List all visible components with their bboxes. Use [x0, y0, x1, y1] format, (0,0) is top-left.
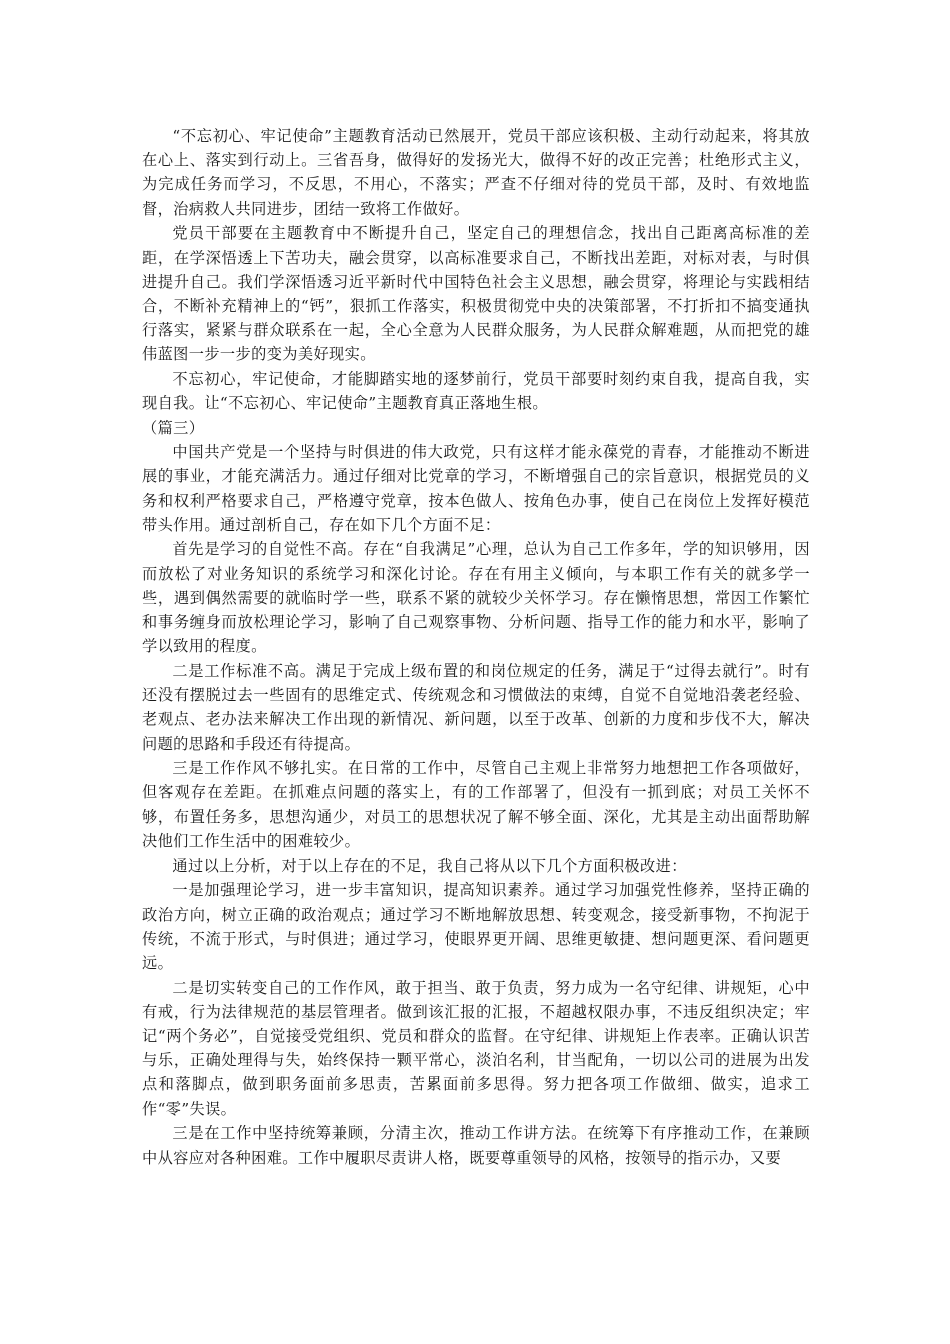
- body-paragraph: 党员干部要在主题教育中不断提升自己，坚定自己的理想信念，找出自己距离高标准的差距，在学深悟透上下苦功夫，融会贯穿，以高标准要求自己，不断找出差距，对标对表，与时俱进提升自己。我们学深悟透习近平新时代中国特色社会主义思想，融会贯穿，将理论与实践相结合，不断补充精神上的“钙”，狠抓工作落实，积极贯彻党中央的决策部署，不打折扣不搞变通执行落实，紧紧与群众联系在一起，全心全意为人民群众服务，为人民群众解难题，从而把党的雄伟蓝图一步一步的变为美好现实。: [142, 224, 810, 364]
- body-paragraph: 二是工作标准不高。满足于完成上级布置的和岗位规定的任务，满足于“过得去就行”。时有还没有摆脱过去一些固有的思维定式、传统观念和习惯做法的束缚，自觉不自觉地沿袭老经验、老观点、老办法来解决工作出现的新情况、新问题，以至于改革、创新的力度和步伐不大，解决问题的思路和手段还有待提高。: [142, 661, 810, 753]
- body-paragraph: 中国共产党是一个坚持与时俱进的伟大政党，只有这样才能永葆党的青春，才能推动不断进展的事业，才能充满活力。通过仔细对比党章的学习，不断增强自己的宗旨意识，根据党员的义务和权利严格要求自己，严格遵守党章，按本色做人、按角色办事，使自己在岗位上发挥好模范带头作用。通过剖析自己，存在如下几个方面不足：: [142, 443, 810, 534]
- section-heading: （篇三）: [142, 418, 205, 437]
- body-paragraph: 三是在工作中坚持统筹兼顾，分清主次，推动工作讲方法。在统筹下有序推动工作，在兼顾中从容应对各种困难。工作中履职尽责讲人格，既要尊重领导的风格，按领导的指示办，又要: [142, 1124, 810, 1167]
- body-paragraph: 不忘初心，牢记使命，才能脚踏实地的逐梦前行，党员干部要时刻约束自我，提高自我，实现自我。让“不忘初心、牢记使命”主题教育真正落地生根。: [142, 370, 810, 413]
- body-paragraph: 一是加强理论学习，进一步丰富知识，提高知识素养。通过学习加强党性修养，坚持正确的政治方向，树立正确的政治观点；通过学习不断地解放思想、转变观念，接受新事物，不拘泥于传统，不流于形式，与时俱进；通过学习，使眼界更开阔、思维更敏捷、想问题更深、看问题更远。: [142, 881, 810, 972]
- document-page: [142, 124, 810, 1170]
- body-paragraph: 二是切实转变自己的工作作风，敢于担当、敢于负责，努力成为一名守纪律、讲规矩，心中有戒，行为法律规范的基层管理者。做到该汇报的汇报，不超越权限办事，不违反组织决定；牢记“两个务必”，自觉接受党组织、党员和群众的监督。在守纪律、讲规矩上作表率。正确认识苦与乐，正确处理得与失，始终保持一颗平常心，淡泊名利，甘当配角，一切以公司的进展为出发点和落脚点，做到职务面前多思责，苦累面前多思得。努力把各项工作做细、做实，追求工作“零”失误。: [142, 978, 810, 1118]
- body-paragraph: 三是工作作风不够扎实。在日常的工作中，尽管自己主观上非常努力地想把工作各项做好，但客观存在差距。在抓难点问题的落实上，有的工作部署了，但没有一抓到底；对员工关怀不够，布置任务多，思想沟通少，对员工的思想状况了解不够全面、深化，尤其是主动出面帮助解决他们工作生活中的困难较少。: [142, 759, 810, 850]
- body-paragraph: 首先是学习的自觉性不高。存在“自我满足”心理，总认为自己工作多年，学的知识够用，因而放松了对业务知识的系统学习和深化讨论。存在有用主义倾向，与本职工作有关的就多学一些，遇到偶然需要的就临时学一些，联系不紧的就较少关怀学习。存在懒惰思想，常因工作繁忙和事务缠身而放松理论学习，影响了自己观察事物、分析问题、指导工作的能力和水平，影响了学以致用的程度。: [142, 540, 810, 656]
- body-paragraph: “不忘初心、牢记使命”主题教育活动已然展开，党员干部应该积极、主动行动起来，将其放在心上、落实到行动上。三省吾身，做得好的发扬光大，做得不好的改正完善；杜绝形式主义，为完成任务而学习，不反思，不用心，不落实；严查不仔细对待的党员干部，及时、有效地监督，治病救人共同进步，团结一致将工作做好。: [142, 127, 810, 218]
- body-paragraph: 通过以上分析，对于以上存在的不足，我自己将从以下几个方面积极改进：: [172, 856, 687, 875]
